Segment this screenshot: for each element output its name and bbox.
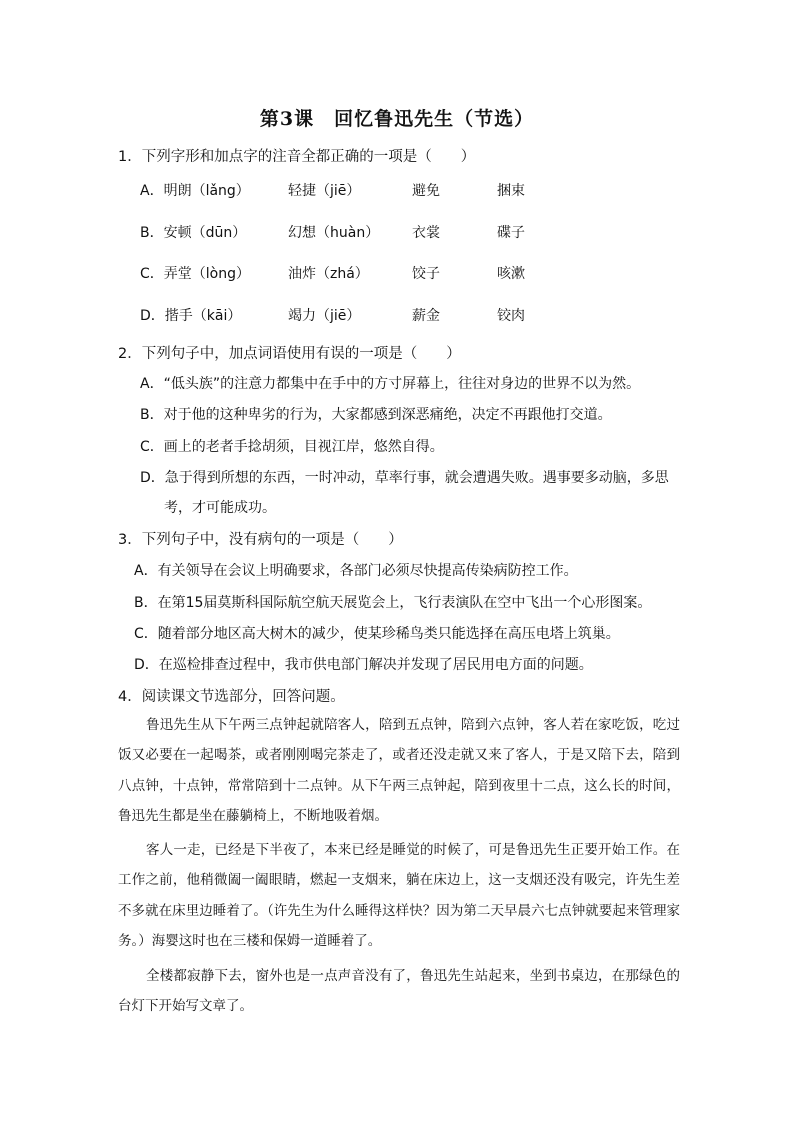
q1-option-a-word4: 捆束 [497, 183, 525, 199]
question-2-stem: 2．下列句子中，加点词语使用有误的一项是（ ） [118, 346, 461, 362]
q2-option-a: A．“低头族”的注意力都集中在手中的方寸屏幕上，往往对身边的世界不以为然。 [140, 376, 641, 392]
passage-paragraph-1: 鲁迅先生从下午两三点钟起就陪客人，陪到五点钟，陪到六点钟，客人若在家吃饭，吃过饭又必要在一起喝茶，或者刚刚喝完茶走了，或者还没走就又来了客人，于是又陪下去，陪到八点钟，十点钟，常常陪到十二点钟。从下午两三点钟起，陪到夜里十二点，这么长的时间，鲁迅先生都是坐在藤躺椅上，不断地吸着烟。 [118, 717, 680, 824]
q2-option-c: C．画上的老者手捻胡须，目视江岸，悠然自得。 [140, 439, 444, 455]
q1-option-c-word3: 饺子 [412, 266, 440, 282]
q1-option-b-word4: 碟子 [497, 225, 525, 241]
q3-option-d: D．在巡检排查过程中，我市供电部门解决并发现了居民用电方面的问题。 [134, 657, 593, 673]
question-1-stem: 1．下列字形和加点字的注音全都正确的一项是（ ） [118, 149, 476, 165]
q1-option-d-word4: 铰肉 [497, 308, 525, 324]
q2-option-d-line2: 考，才可能成功。 [164, 500, 276, 516]
q1-option-c-word1: C．弄堂（lòng） [140, 266, 250, 282]
q1-option-c-word4: 咳漱 [497, 266, 525, 282]
q3-option-b: B．在第15届莫斯科国际航空航天展览会上，飞行表演队在空中飞出一个心形图案。 [134, 595, 652, 611]
question-3-stem: 3．下列句子中，没有病句的一项是（ ） [118, 532, 403, 548]
q1-option-c-word2: 油炸（zhá） [288, 266, 369, 282]
q2-option-b: B．对于他的这种卑劣的行为，大家都感到深恶痛绝，决定不再跟他打交道。 [140, 407, 612, 423]
q3-option-c: C．随着部分地区高大树木的减少，使某珍稀鸟类只能选择在高压电塔上筑巢。 [134, 626, 620, 642]
q1-option-a-word1: A．明朗（lǎng） [140, 183, 250, 199]
page-title: 第3课 回忆鲁迅先生（节选） [259, 108, 535, 130]
q1-option-d-word3: 薪金 [412, 308, 440, 324]
q1-option-b-word2: 幻想（huàn） [288, 225, 380, 241]
question-4-stem: 4．阅读课文节选部分，回答问题。 [118, 689, 345, 705]
q1-option-d-word2: 竭力（jiē） [288, 308, 361, 324]
q1-option-b-word3: 衣裳 [412, 225, 440, 241]
q1-option-a-word3: 避免 [412, 183, 440, 199]
q2-option-d-line1: D．急于得到所想的东西，一时冲动，草率行事，就会遭遇失败。遇事要多动脑，多思 [140, 470, 669, 486]
q1-option-a-word2: 轻捷（jiē） [288, 183, 361, 199]
passage-paragraph-2: 客人一走，已经是下半夜了，本来已经是睡觉的时候了，可是鲁迅先生正要开始工作。在工作之前，他稍微阖一阖眼睛，燃起一支烟来，躺在床边上，这一支烟还没有吸完，许先生差不多就在床里边睡着了。（许先生为什么睡得这样快？因为第二天早晨六七点钟就要起来管理家务。）海婴这时也在三楼和保姆一道睡着了。 [118, 842, 680, 949]
passage-paragraph-3: 全楼都寂静下去，窗外也是一点声音没有了，鲁迅先生站起来，坐到书桌边，在那绿色的台灯下开始写文章了。 [118, 968, 680, 1015]
q1-option-b-word1: B．安顿（dūn） [140, 225, 247, 241]
q3-option-a: A．有关领导在会议上明确要求，各部门必须尽快提高传染病防控工作。 [134, 563, 578, 579]
q1-option-d-word1: D．揩手（kāi） [140, 308, 242, 324]
